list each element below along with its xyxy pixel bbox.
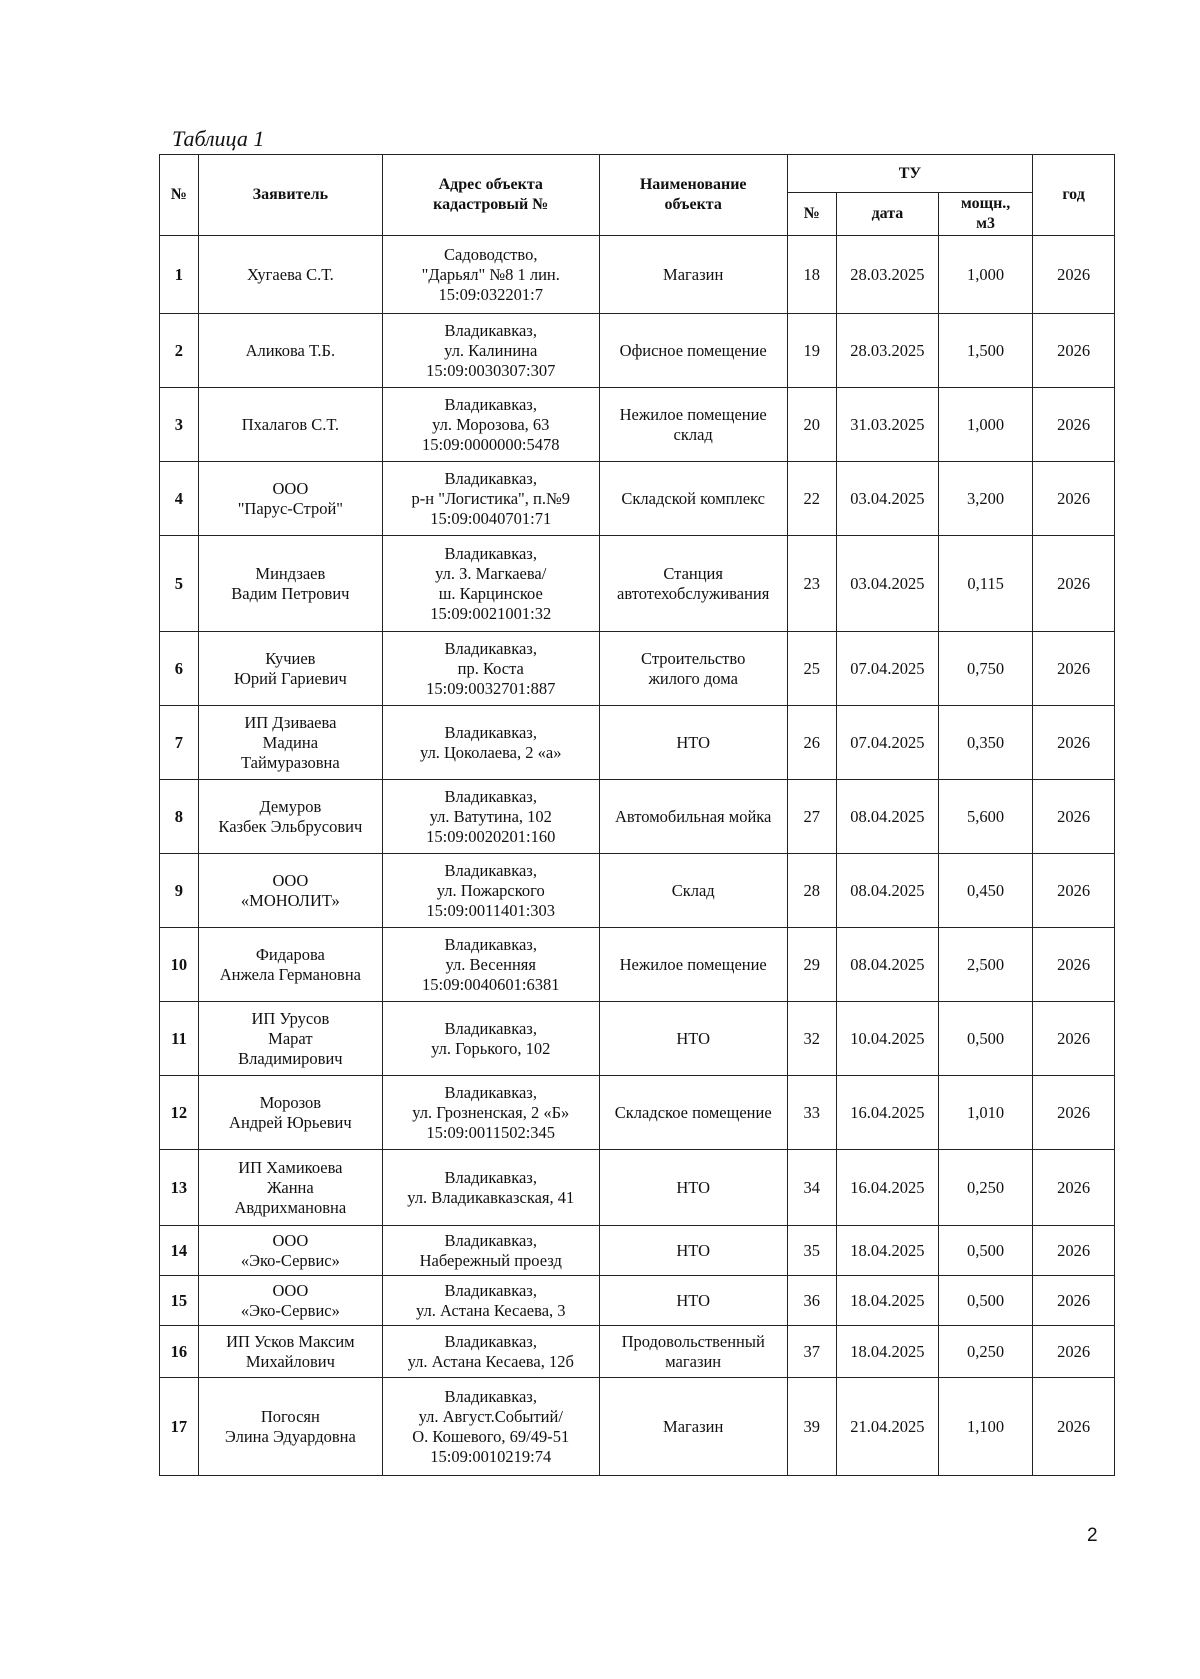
cell-year: 2026 <box>1033 632 1115 706</box>
cell-address-line: Владикавказ, <box>444 1167 537 1187</box>
cell-address <box>382 1076 599 1150</box>
cell-tu-num: 32 <box>787 1002 836 1076</box>
cell-address-line: 15:09:032201:7 <box>438 284 543 304</box>
cell-tu-power: 1,500 <box>939 314 1033 388</box>
cell-address-line: Владикавказ, <box>444 786 537 806</box>
cell-object-line: Складской комплекс <box>621 488 765 508</box>
cell-applicant-line: ООО <box>272 478 309 498</box>
table-row <box>160 780 1115 854</box>
cell-year: 2026 <box>1033 780 1115 854</box>
header-num: № <box>160 155 199 236</box>
cell-tu-power: 1,010 <box>939 1076 1033 1150</box>
cell-applicant-line: ИП Урусов <box>251 1008 330 1028</box>
cell-num: 13 <box>160 1150 199 1226</box>
table-row <box>160 1326 1115 1378</box>
cell-address <box>382 706 599 780</box>
cell-object-line: жилого дома <box>648 668 738 688</box>
table-row <box>160 706 1115 780</box>
cell-address-line: ул. Морозова, 63 <box>432 414 550 434</box>
cell-object <box>599 854 787 928</box>
cell-applicant <box>198 388 382 462</box>
cell-address-line: ул. Владикавказская, 41 <box>407 1187 575 1207</box>
cell-applicant <box>198 1326 382 1378</box>
cell-address-line: 15:09:0032701:887 <box>426 678 556 698</box>
cell-applicant-line: Мадина <box>262 732 319 752</box>
cell-address-line: Владикавказ, <box>444 1280 537 1300</box>
cell-tu-power: 0,250 <box>939 1326 1033 1378</box>
cell-tu-date: 28.03.2025 <box>836 236 938 314</box>
cell-applicant <box>198 780 382 854</box>
cell-year: 2026 <box>1033 314 1115 388</box>
header-tu-date: дата <box>836 193 938 236</box>
cell-tu-num: 25 <box>787 632 836 706</box>
cell-address-line: Владикавказ, <box>444 543 537 563</box>
table-row <box>160 314 1115 388</box>
cell-applicant <box>198 1226 382 1276</box>
cell-address <box>382 388 599 462</box>
cell-applicant-line: Жанна <box>267 1177 314 1197</box>
cell-object <box>599 1326 787 1378</box>
cell-object-line: НТО <box>676 1028 711 1048</box>
table-body <box>160 236 1115 1476</box>
table-row <box>160 536 1115 632</box>
cell-tu-date: 03.04.2025 <box>836 536 938 632</box>
cell-object <box>599 1076 787 1150</box>
cell-object-line: Нежилое помещение <box>619 954 767 974</box>
header-power-line: мощн., <box>960 195 1011 212</box>
cell-tu-num: 18 <box>787 236 836 314</box>
header-power-line: м3 <box>976 215 996 232</box>
cell-object <box>599 1378 787 1476</box>
cell-address-line: 15:09:0011401:303 <box>426 900 556 920</box>
cell-tu-num: 27 <box>787 780 836 854</box>
cell-tu-date: 08.04.2025 <box>836 928 938 1002</box>
cell-object-line: НТО <box>676 1290 711 1310</box>
cell-tu-num: 34 <box>787 1150 836 1226</box>
cell-tu-power: 0,250 <box>939 1150 1033 1226</box>
cell-applicant-line: Фидарова <box>255 944 325 964</box>
cell-applicant <box>198 928 382 1002</box>
cell-address <box>382 536 599 632</box>
cell-tu-num: 20 <box>787 388 836 462</box>
table-row <box>160 236 1115 314</box>
header-object <box>599 155 787 236</box>
cell-applicant <box>198 706 382 780</box>
cell-tu-date: 31.03.2025 <box>836 388 938 462</box>
cell-applicant-line: Вадим Петрович <box>231 583 350 603</box>
cell-num: 4 <box>160 462 199 536</box>
cell-applicant <box>198 1076 382 1150</box>
cell-address-line: 15:09:0040701:71 <box>430 508 552 528</box>
cell-tu-date: 08.04.2025 <box>836 780 938 854</box>
header-year: год <box>1033 155 1115 236</box>
cell-year: 2026 <box>1033 536 1115 632</box>
cell-applicant <box>198 1378 382 1476</box>
cell-address-line: 15:09:0011502:345 <box>426 1122 556 1142</box>
cell-address-line: Владикавказ, <box>444 1331 537 1351</box>
cell-num: 7 <box>160 706 199 780</box>
cell-applicant-line: ООО <box>272 1280 309 1300</box>
cell-object <box>599 236 787 314</box>
cell-year: 2026 <box>1033 388 1115 462</box>
table-row <box>160 388 1115 462</box>
cell-address-line: Набережный проезд <box>419 1250 562 1270</box>
cell-address <box>382 1378 599 1476</box>
cell-applicant-line: Демуров <box>259 796 322 816</box>
cell-address-line: Владикавказ, <box>444 1386 537 1406</box>
cell-applicant-line: Михайлович <box>245 1351 335 1371</box>
cell-object-line: автотехобслуживания <box>617 583 770 603</box>
cell-year: 2026 <box>1033 1326 1115 1378</box>
cell-object <box>599 1150 787 1226</box>
cell-applicant-line: Казбек Эльбрусович <box>218 816 363 836</box>
table-row <box>160 854 1115 928</box>
cell-address-line: 15:09:0010219:74 <box>430 1446 552 1466</box>
cell-address-line: ул. Астана Кесаева, 12б <box>407 1351 574 1371</box>
cell-address <box>382 1276 599 1326</box>
cell-applicant-line: ООО <box>272 870 309 890</box>
cell-tu-date: 10.04.2025 <box>836 1002 938 1076</box>
cell-tu-num: 36 <box>787 1276 836 1326</box>
cell-address-line: Владикавказ, <box>444 638 537 658</box>
cell-tu-num: 22 <box>787 462 836 536</box>
cell-tu-num: 29 <box>787 928 836 1002</box>
cell-applicant-line: Авдрихмановна <box>234 1197 347 1217</box>
cell-tu-num: 37 <box>787 1326 836 1378</box>
table-row <box>160 1276 1115 1326</box>
cell-object-line: Станция <box>663 563 723 583</box>
cell-applicant-line: Таймуразовна <box>241 752 340 772</box>
permits-table <box>159 154 1115 1476</box>
cell-applicant-line: ИП Усков Максим <box>226 1331 355 1351</box>
cell-applicant-line: Кучиев <box>265 648 316 668</box>
cell-object-line: Автомобильная мойка <box>614 806 772 826</box>
cell-object-line: магазин <box>665 1351 722 1371</box>
cell-num: 16 <box>160 1326 199 1378</box>
cell-address-line: ул. Пожарского <box>436 880 545 900</box>
cell-object-line: Складское помещение <box>614 1102 772 1122</box>
cell-applicant-line: «МОНОЛИТ» <box>240 890 340 910</box>
table-row <box>160 1226 1115 1276</box>
cell-num: 2 <box>160 314 199 388</box>
cell-year: 2026 <box>1033 928 1115 1002</box>
cell-tu-num: 39 <box>787 1378 836 1476</box>
cell-address <box>382 854 599 928</box>
header-applicant: Заявитель <box>198 155 382 236</box>
cell-tu-power: 1,000 <box>939 388 1033 462</box>
table-row <box>160 928 1115 1002</box>
cell-object <box>599 706 787 780</box>
cell-object-line: Продовольственный <box>621 1331 765 1351</box>
cell-tu-power: 0,350 <box>939 706 1033 780</box>
cell-year: 2026 <box>1033 1002 1115 1076</box>
cell-tu-date: 18.04.2025 <box>836 1276 938 1326</box>
cell-tu-num: 33 <box>787 1076 836 1150</box>
cell-address-line: Владикавказ, <box>444 394 537 414</box>
cell-year: 2026 <box>1033 236 1115 314</box>
cell-applicant-line: «Эко-Сервис» <box>240 1300 340 1320</box>
cell-object-line: Магазин <box>663 1416 724 1436</box>
cell-num: 10 <box>160 928 199 1002</box>
cell-address-line: Владикавказ, <box>444 722 537 742</box>
cell-address-line: ул. Ватутина, 102 <box>429 806 552 826</box>
cell-address-line: Владикавказ, <box>444 1082 537 1102</box>
table-caption: Таблица 1 <box>172 126 265 151</box>
cell-address <box>382 780 599 854</box>
cell-num: 1 <box>160 236 199 314</box>
cell-year: 2026 <box>1033 1076 1115 1150</box>
cell-applicant-line: Владимирович <box>238 1048 343 1068</box>
cell-address-line: Владикавказ, <box>444 860 537 880</box>
cell-tu-date: 07.04.2025 <box>836 706 938 780</box>
cell-applicant <box>198 1002 382 1076</box>
cell-applicant <box>198 236 382 314</box>
cell-object <box>599 536 787 632</box>
cell-num: 14 <box>160 1226 199 1276</box>
cell-applicant <box>198 536 382 632</box>
cell-num: 6 <box>160 632 199 706</box>
cell-address-line: ул. Цоколаева, 2 «а» <box>420 742 562 762</box>
cell-applicant-line: Пхалагов С.Т. <box>241 414 339 434</box>
cell-tu-date: 21.04.2025 <box>836 1378 938 1476</box>
table-row <box>160 632 1115 706</box>
cell-num: 11 <box>160 1002 199 1076</box>
cell-applicant-line: Погосян <box>260 1406 320 1426</box>
cell-object-line: Офисное помещение <box>619 340 767 360</box>
cell-applicant-line: Анжела Германовна <box>219 964 361 984</box>
cell-tu-power: 0,115 <box>939 536 1033 632</box>
cell-address <box>382 236 599 314</box>
cell-tu-date: 07.04.2025 <box>836 632 938 706</box>
cell-applicant <box>198 1276 382 1326</box>
cell-applicant-line: Юрий Гариевич <box>233 668 347 688</box>
cell-tu-power: 0,500 <box>939 1226 1033 1276</box>
cell-object <box>599 1276 787 1326</box>
cell-applicant-line: Аликова Т.Б. <box>245 340 336 360</box>
cell-applicant-line: ИП Хамикоева <box>238 1157 343 1177</box>
cell-year: 2026 <box>1033 706 1115 780</box>
cell-num: 15 <box>160 1276 199 1326</box>
cell-object <box>599 632 787 706</box>
cell-applicant-line: ООО <box>272 1230 309 1250</box>
cell-address <box>382 314 599 388</box>
cell-object <box>599 1226 787 1276</box>
cell-object-line: НТО <box>676 732 711 752</box>
header-tu-num: № <box>787 193 836 236</box>
cell-year: 2026 <box>1033 1378 1115 1476</box>
cell-address-line: Владикавказ, <box>444 1018 537 1038</box>
cell-tu-power: 5,600 <box>939 780 1033 854</box>
cell-address-line: 15:09:0021001:32 <box>430 603 552 623</box>
cell-object-line: Магазин <box>663 264 724 284</box>
cell-num: 12 <box>160 1076 199 1150</box>
cell-applicant-line: "Парус-Строй" <box>237 498 344 518</box>
cell-address <box>382 462 599 536</box>
header-object-line: объекта <box>664 196 722 213</box>
cell-object-line: Строительство <box>641 648 746 668</box>
cell-object <box>599 1002 787 1076</box>
page-number: 2 <box>1087 1525 1098 1546</box>
cell-tu-power: 1,100 <box>939 1378 1033 1476</box>
cell-year: 2026 <box>1033 1276 1115 1326</box>
cell-tu-num: 26 <box>787 706 836 780</box>
table-row <box>160 1002 1115 1076</box>
cell-year: 2026 <box>1033 1150 1115 1226</box>
cell-tu-power: 1,000 <box>939 236 1033 314</box>
cell-object-line: склад <box>673 424 713 444</box>
cell-object <box>599 388 787 462</box>
cell-address-line: ул. Весенняя <box>445 954 536 974</box>
cell-num: 9 <box>160 854 199 928</box>
cell-year: 2026 <box>1033 462 1115 536</box>
cell-address-line: пр. Коста <box>457 658 524 678</box>
cell-tu-date: 18.04.2025 <box>836 1226 938 1276</box>
header-address-line: кадастровый № <box>433 196 549 213</box>
cell-object <box>599 314 787 388</box>
header-object-line: Наименование <box>639 176 747 193</box>
cell-applicant <box>198 462 382 536</box>
cell-address-line: 15:09:0030307:307 <box>426 360 556 380</box>
cell-address-line: ул. Горького, 102 <box>431 1038 551 1058</box>
cell-tu-num: 35 <box>787 1226 836 1276</box>
cell-address-line: Садоводство, <box>444 244 538 264</box>
cell-address <box>382 1326 599 1378</box>
cell-address-line: Владикавказ, <box>444 320 537 340</box>
cell-address <box>382 1226 599 1276</box>
cell-address <box>382 1002 599 1076</box>
header-address <box>382 155 599 236</box>
cell-object <box>599 928 787 1002</box>
cell-object-line: Нежилое помещение <box>619 404 767 424</box>
cell-applicant-line: Элина Эдуардовна <box>224 1426 356 1446</box>
cell-address-line: ш. Карцинское <box>438 583 543 603</box>
cell-tu-power: 2,500 <box>939 928 1033 1002</box>
cell-num: 5 <box>160 536 199 632</box>
cell-tu-date: 28.03.2025 <box>836 314 938 388</box>
cell-address-line: Владикавказ, <box>444 1230 537 1250</box>
table-row <box>160 1150 1115 1226</box>
cell-applicant-line: Морозов <box>259 1092 322 1112</box>
cell-address-line: ул. Грозненская, 2 «Б» <box>412 1102 570 1122</box>
cell-object-line: Склад <box>671 880 715 900</box>
cell-tu-date: 16.04.2025 <box>836 1076 938 1150</box>
cell-applicant <box>198 1150 382 1226</box>
cell-object <box>599 462 787 536</box>
cell-tu-date: 03.04.2025 <box>836 462 938 536</box>
cell-num: 8 <box>160 780 199 854</box>
cell-address-line: ул. Калинина <box>444 340 538 360</box>
cell-address-line: Владикавказ, <box>444 468 537 488</box>
header-tu: ТУ <box>787 155 1032 193</box>
cell-address <box>382 928 599 1002</box>
cell-address-line: ул. Август.Событий/ <box>418 1406 563 1426</box>
cell-object-line: НТО <box>676 1240 711 1260</box>
table-row <box>160 1076 1115 1150</box>
cell-applicant <box>198 314 382 388</box>
cell-num: 3 <box>160 388 199 462</box>
cell-address-line: "Дарьял" №8 1 лин. <box>421 264 560 284</box>
cell-address-line: О. Кошевого, 69/49-51 <box>412 1426 570 1446</box>
table-row <box>160 1378 1115 1476</box>
cell-applicant-line: Марат <box>268 1028 313 1048</box>
cell-object-line: НТО <box>676 1177 711 1197</box>
cell-applicant-line: Хугаева С.Т. <box>246 264 334 284</box>
header-address-line: Адрес объекта <box>438 176 543 193</box>
cell-address-line: ул. З. Магкаева/ <box>435 563 547 583</box>
cell-address <box>382 1150 599 1226</box>
cell-year: 2026 <box>1033 854 1115 928</box>
cell-year: 2026 <box>1033 1226 1115 1276</box>
table-row <box>160 462 1115 536</box>
cell-tu-date: 16.04.2025 <box>836 1150 938 1226</box>
cell-address-line: Владикавказ, <box>444 934 537 954</box>
cell-num: 17 <box>160 1378 199 1476</box>
cell-address-line: р-н "Логистика", п.№9 <box>411 488 570 508</box>
cell-address <box>382 632 599 706</box>
cell-address-line: 15:09:0040601:6381 <box>421 974 560 994</box>
cell-tu-power: 0,750 <box>939 632 1033 706</box>
cell-tu-date: 08.04.2025 <box>836 854 938 928</box>
cell-applicant <box>198 854 382 928</box>
cell-address-line: 15:09:0000000:5478 <box>421 434 560 454</box>
cell-tu-date: 18.04.2025 <box>836 1326 938 1378</box>
cell-applicant-line: Миндзаев <box>255 563 326 583</box>
cell-applicant-line: «Эко-Сервис» <box>240 1250 340 1270</box>
cell-tu-power: 0,500 <box>939 1002 1033 1076</box>
cell-tu-power: 3,200 <box>939 462 1033 536</box>
cell-tu-power: 0,450 <box>939 854 1033 928</box>
cell-applicant <box>198 632 382 706</box>
cell-tu-num: 19 <box>787 314 836 388</box>
cell-tu-power: 0,500 <box>939 1276 1033 1326</box>
cell-applicant-line: ИП Дзиваева <box>244 712 337 732</box>
cell-object <box>599 780 787 854</box>
cell-address-line: ул. Астана Кесаева, 3 <box>415 1300 566 1320</box>
cell-applicant-line: Андрей Юрьевич <box>229 1112 352 1132</box>
cell-tu-num: 28 <box>787 854 836 928</box>
header-tu-power <box>939 193 1033 236</box>
cell-tu-num: 23 <box>787 536 836 632</box>
cell-address-line: 15:09:0020201:160 <box>426 826 556 846</box>
